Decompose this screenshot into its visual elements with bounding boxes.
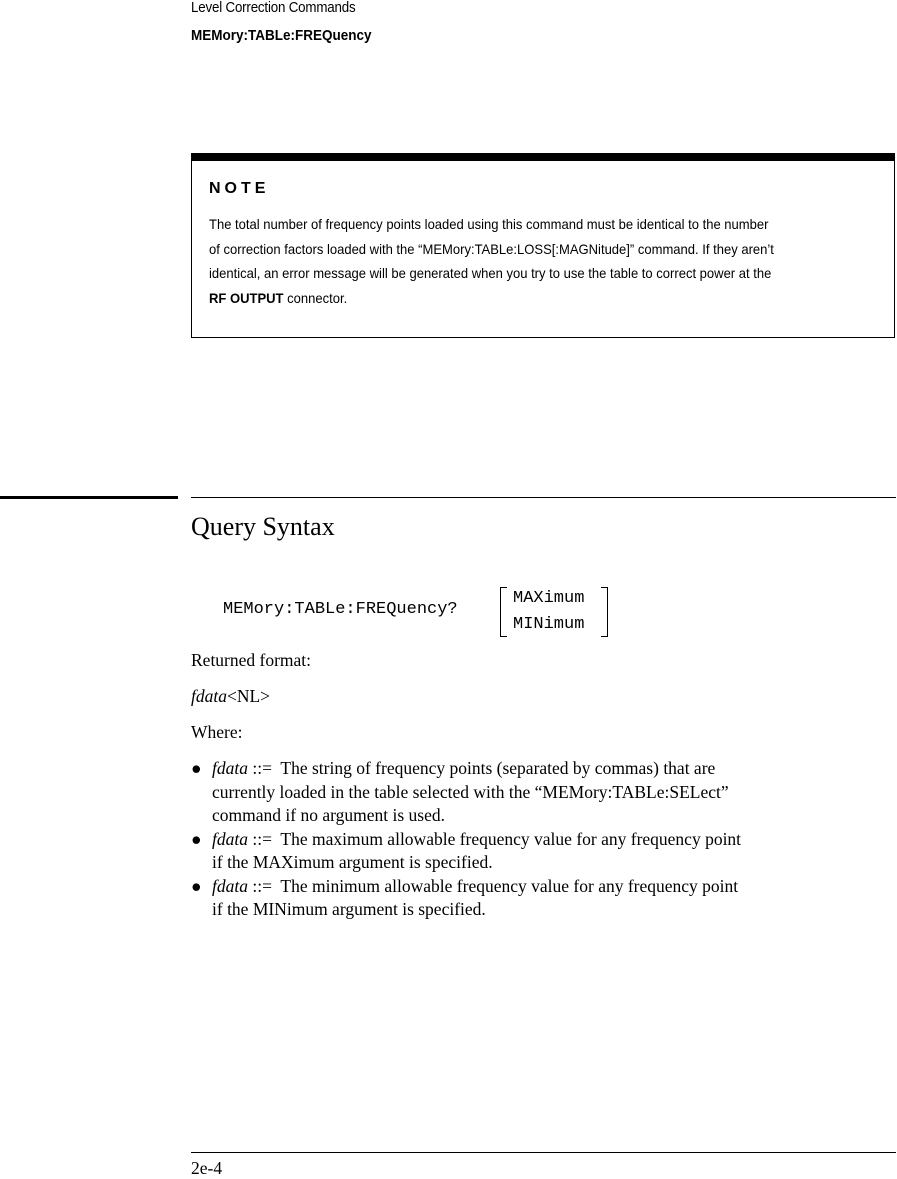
- running-header-command: MEMory:TABLe:FREQuency: [191, 27, 372, 44]
- item-line: if the MINimum argument is specified.: [212, 899, 486, 919]
- note-line: [209, 286, 841, 311]
- item-line: command if no argument is used.: [212, 805, 445, 825]
- note-line: The total number of frequency points loaded using this command must be identical to the number: [209, 216, 769, 232]
- option-maximum: MAXimum: [513, 589, 585, 608]
- list-item: [191, 828, 897, 875]
- returned-format-label: Returned format:: [191, 650, 312, 670]
- where-label: Where:: [191, 722, 243, 742]
- note-line-rest: connector.: [283, 289, 348, 306]
- note-body: [209, 212, 841, 310]
- syntax-command: MEMory:TABLe:FREQuency?: [223, 600, 458, 619]
- footer-rule: [191, 1152, 896, 1153]
- bullet-icon: ●: [191, 828, 202, 849]
- bullet-icon: ●: [191, 875, 202, 896]
- item-sep: ::=: [247, 875, 272, 896]
- item-line: The minimum allowable frequency value for any frequency point: [271, 875, 739, 896]
- item-var: fdata: [212, 875, 248, 896]
- note-line: identical, an error message will be generated when you try to use the table to correct power at the: [209, 265, 772, 281]
- rf-output-label: RF OUTPUT: [209, 289, 284, 306]
- returned-var: fdata: [191, 686, 227, 706]
- note-title: NOTE: [209, 180, 270, 197]
- item-line: The maximum allowable frequency value for any frequency point: [271, 828, 742, 849]
- section-rule-left: [0, 496, 178, 499]
- item-sep: ::=: [247, 828, 272, 849]
- item-var: fdata: [212, 758, 248, 778]
- item-line: The string of frequency points (separated by commas) that are: [271, 758, 716, 778]
- option-minimum: MINimum: [513, 615, 585, 634]
- list-item: [191, 757, 897, 828]
- item-line: currently loaded in the table selected with the “MEMory:TABLe:SELect”: [212, 781, 729, 802]
- item-line: if the MAXimum argument is specified.: [212, 852, 493, 872]
- returned-format-value: [191, 686, 270, 707]
- returned-suffix: <NL>: [226, 686, 271, 706]
- list-item: [191, 875, 897, 922]
- page-number: 2e-4: [191, 1158, 223, 1178]
- running-header-section: Level Correction Commands: [191, 0, 356, 16]
- note-line: of correction factors loaded with the “MEMory:TABLe:LOSS[:MAGNitude]” command. If they aren’t: [209, 240, 774, 257]
- definition-list: [191, 757, 897, 922]
- item-var: fdata: [212, 828, 248, 849]
- item-sep: ::=: [247, 758, 272, 778]
- section-title: Query Syntax: [191, 512, 335, 541]
- section-rule-right: [191, 497, 896, 498]
- bullet-icon: ●: [191, 758, 202, 778]
